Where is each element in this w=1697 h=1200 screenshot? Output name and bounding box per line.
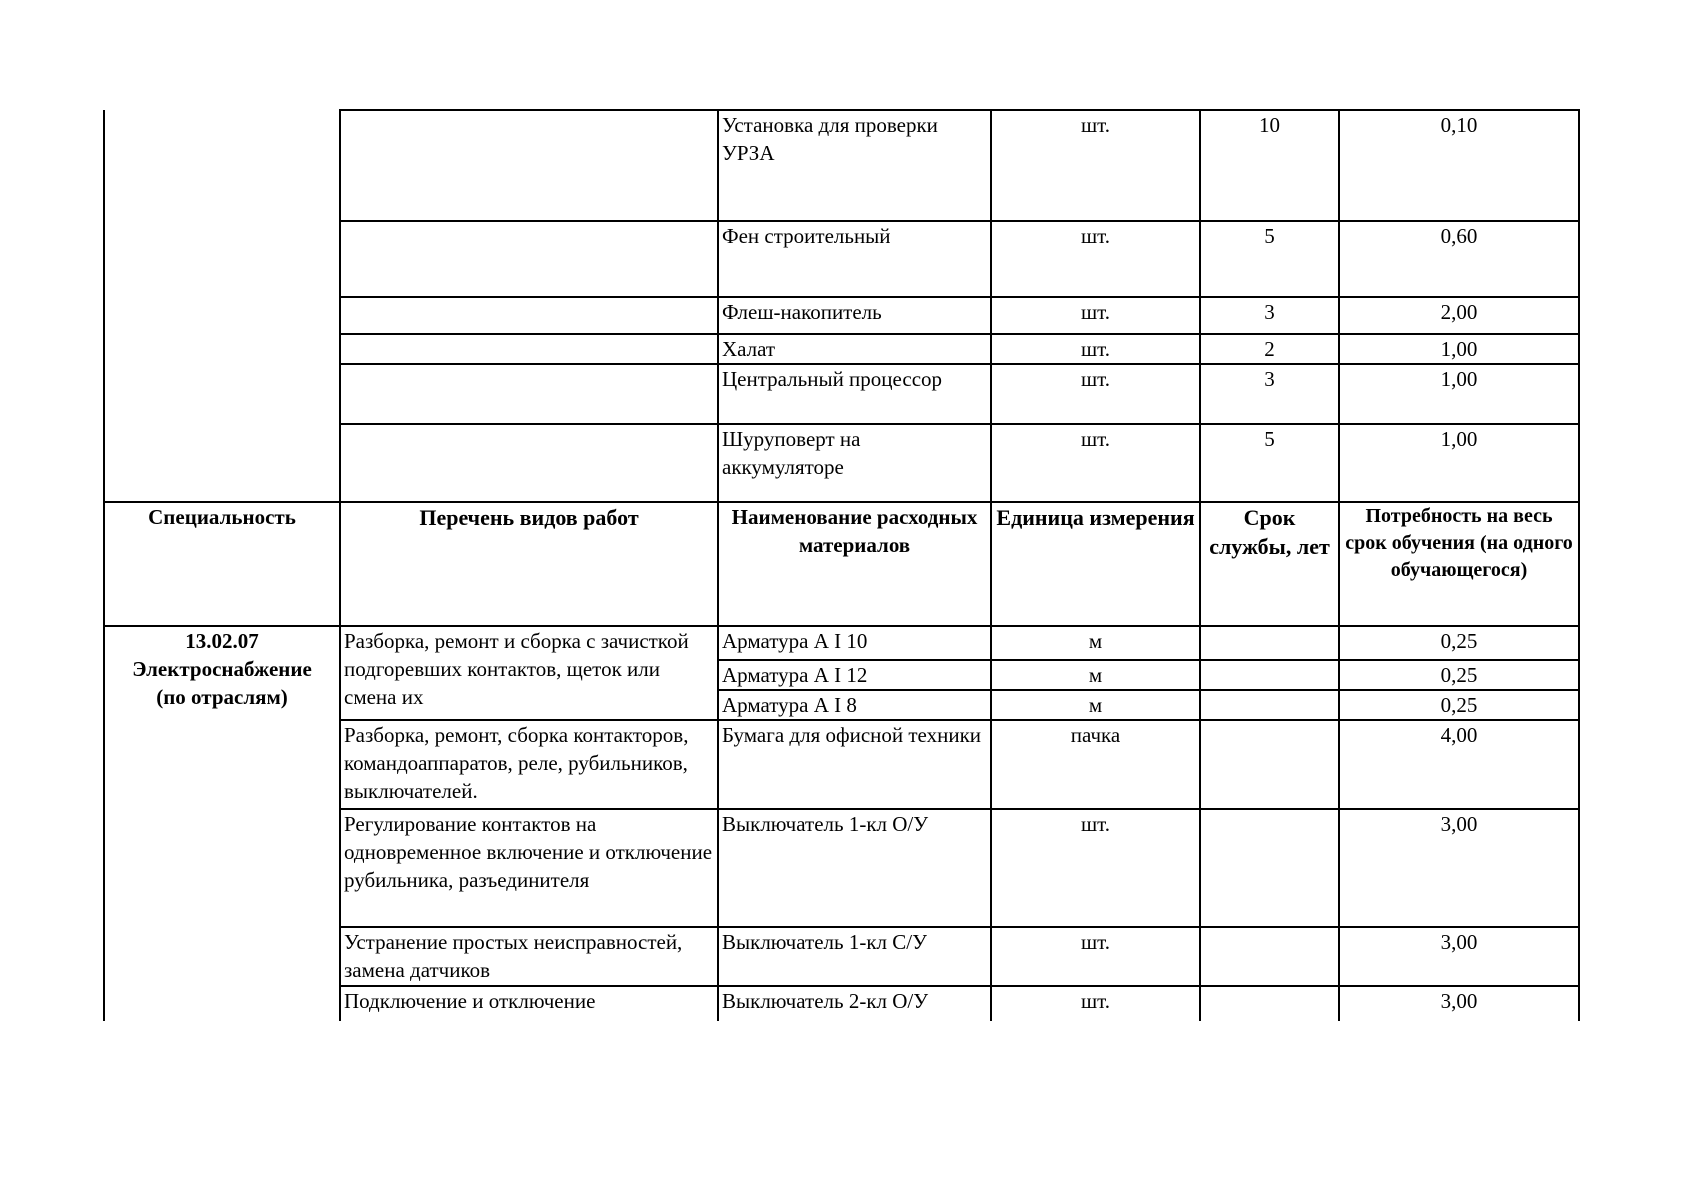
- empty-works-cell: [340, 110, 718, 221]
- header-specialty: Специальность: [104, 502, 340, 626]
- unit: м: [991, 660, 1200, 690]
- work-type: Разборка, ремонт и сборка с зачисткой подгоревших контактов, щеток или смена их: [340, 626, 718, 720]
- work-type: Подключение и отключение: [340, 986, 718, 1046]
- material-name: Фен строительный: [718, 221, 991, 297]
- service-life: 5: [1200, 221, 1339, 297]
- need-value: 1,00: [1339, 364, 1579, 424]
- material-name: Бумага для офисной техники: [718, 720, 991, 809]
- material-name: Арматура А I 10: [718, 626, 991, 660]
- table-row: [104, 626, 1579, 660]
- header-works: Перечень видов работ: [340, 502, 718, 626]
- specialty-code: 13.02.07: [185, 629, 259, 653]
- header-need: Потребность на весь срок обучения (на одного обучающегося): [1339, 502, 1579, 626]
- need-value: 1,00: [1339, 424, 1579, 502]
- need-value: 3,00: [1339, 927, 1579, 986]
- service-life: 3: [1200, 297, 1339, 334]
- material-name: Установка для проверки УРЗА: [718, 110, 991, 221]
- service-life: [1200, 660, 1339, 690]
- service-life: 2: [1200, 334, 1339, 364]
- header-materials: Наименование расходных материалов: [718, 502, 991, 626]
- need-value: 0,25: [1339, 660, 1579, 690]
- service-life: 10: [1200, 110, 1339, 221]
- empty-specialty-cell: [104, 110, 340, 502]
- header-service-life: Срок службы, лет: [1200, 502, 1339, 626]
- material-name: Флеш-накопитель: [718, 297, 991, 334]
- empty-works-cell: [340, 297, 718, 334]
- unit: шт.: [991, 424, 1200, 502]
- unit: шт.: [991, 809, 1200, 927]
- material-name: Выключатель 1-кл С/У: [718, 927, 991, 986]
- unit: шт.: [991, 986, 1200, 1046]
- need-value: 3,00: [1339, 809, 1579, 927]
- empty-works-cell: [340, 334, 718, 364]
- empty-works-cell: [340, 424, 718, 502]
- work-type: Регулирование контактов на одновременное включение и отключение рубильника, разъединителя: [340, 809, 718, 927]
- specialty-cell: [104, 626, 340, 1046]
- need-value: 4,00: [1339, 720, 1579, 809]
- unit: м: [991, 690, 1200, 720]
- material-name: Халат: [718, 334, 991, 364]
- materials-table: [103, 109, 1580, 1047]
- empty-works-cell: [340, 364, 718, 424]
- need-value: 0,25: [1339, 690, 1579, 720]
- need-value: 0,25: [1339, 626, 1579, 660]
- service-life: [1200, 690, 1339, 720]
- work-type: Устранение простых неисправностей, замена датчиков: [340, 927, 718, 986]
- service-life: 3: [1200, 364, 1339, 424]
- need-value: 0,10: [1339, 110, 1579, 221]
- service-life: 5: [1200, 424, 1339, 502]
- need-value: 1,00: [1339, 334, 1579, 364]
- unit: пачка: [991, 720, 1200, 809]
- specialty-note: (по отраслям): [156, 685, 288, 709]
- unit: шт.: [991, 110, 1200, 221]
- material-name: Центральный процессор: [718, 364, 991, 424]
- page-bottom-margin: [0, 1021, 1697, 1200]
- work-type: Разборка, ремонт, сборка контакторов, командоаппаратов, реле, рубильников, выключателей.: [340, 720, 718, 809]
- need-value: 0,60: [1339, 221, 1579, 297]
- table-header-row: [104, 502, 1579, 626]
- unit: шт.: [991, 927, 1200, 986]
- unit: шт.: [991, 297, 1200, 334]
- unit: м: [991, 626, 1200, 660]
- need-value: 2,00: [1339, 297, 1579, 334]
- need-value: 3,00: [1339, 986, 1579, 1046]
- service-life: [1200, 720, 1339, 809]
- table-row: [104, 110, 1579, 221]
- specialty-name: Электроснабжение: [132, 657, 312, 681]
- material-name: Арматура А I 12: [718, 660, 991, 690]
- service-life: [1200, 809, 1339, 927]
- unit: шт.: [991, 364, 1200, 424]
- header-unit: Единица измерения: [991, 502, 1200, 626]
- service-life: [1200, 626, 1339, 660]
- unit: шт.: [991, 221, 1200, 297]
- material-name: Шуруповерт на аккумуляторе: [718, 424, 991, 502]
- service-life: [1200, 927, 1339, 986]
- unit: шт.: [991, 334, 1200, 364]
- material-name: Выключатель 2-кл О/У: [718, 986, 991, 1046]
- empty-works-cell: [340, 221, 718, 297]
- material-name: Арматура А I 8: [718, 690, 991, 720]
- material-name: Выключатель 1-кл О/У: [718, 809, 991, 927]
